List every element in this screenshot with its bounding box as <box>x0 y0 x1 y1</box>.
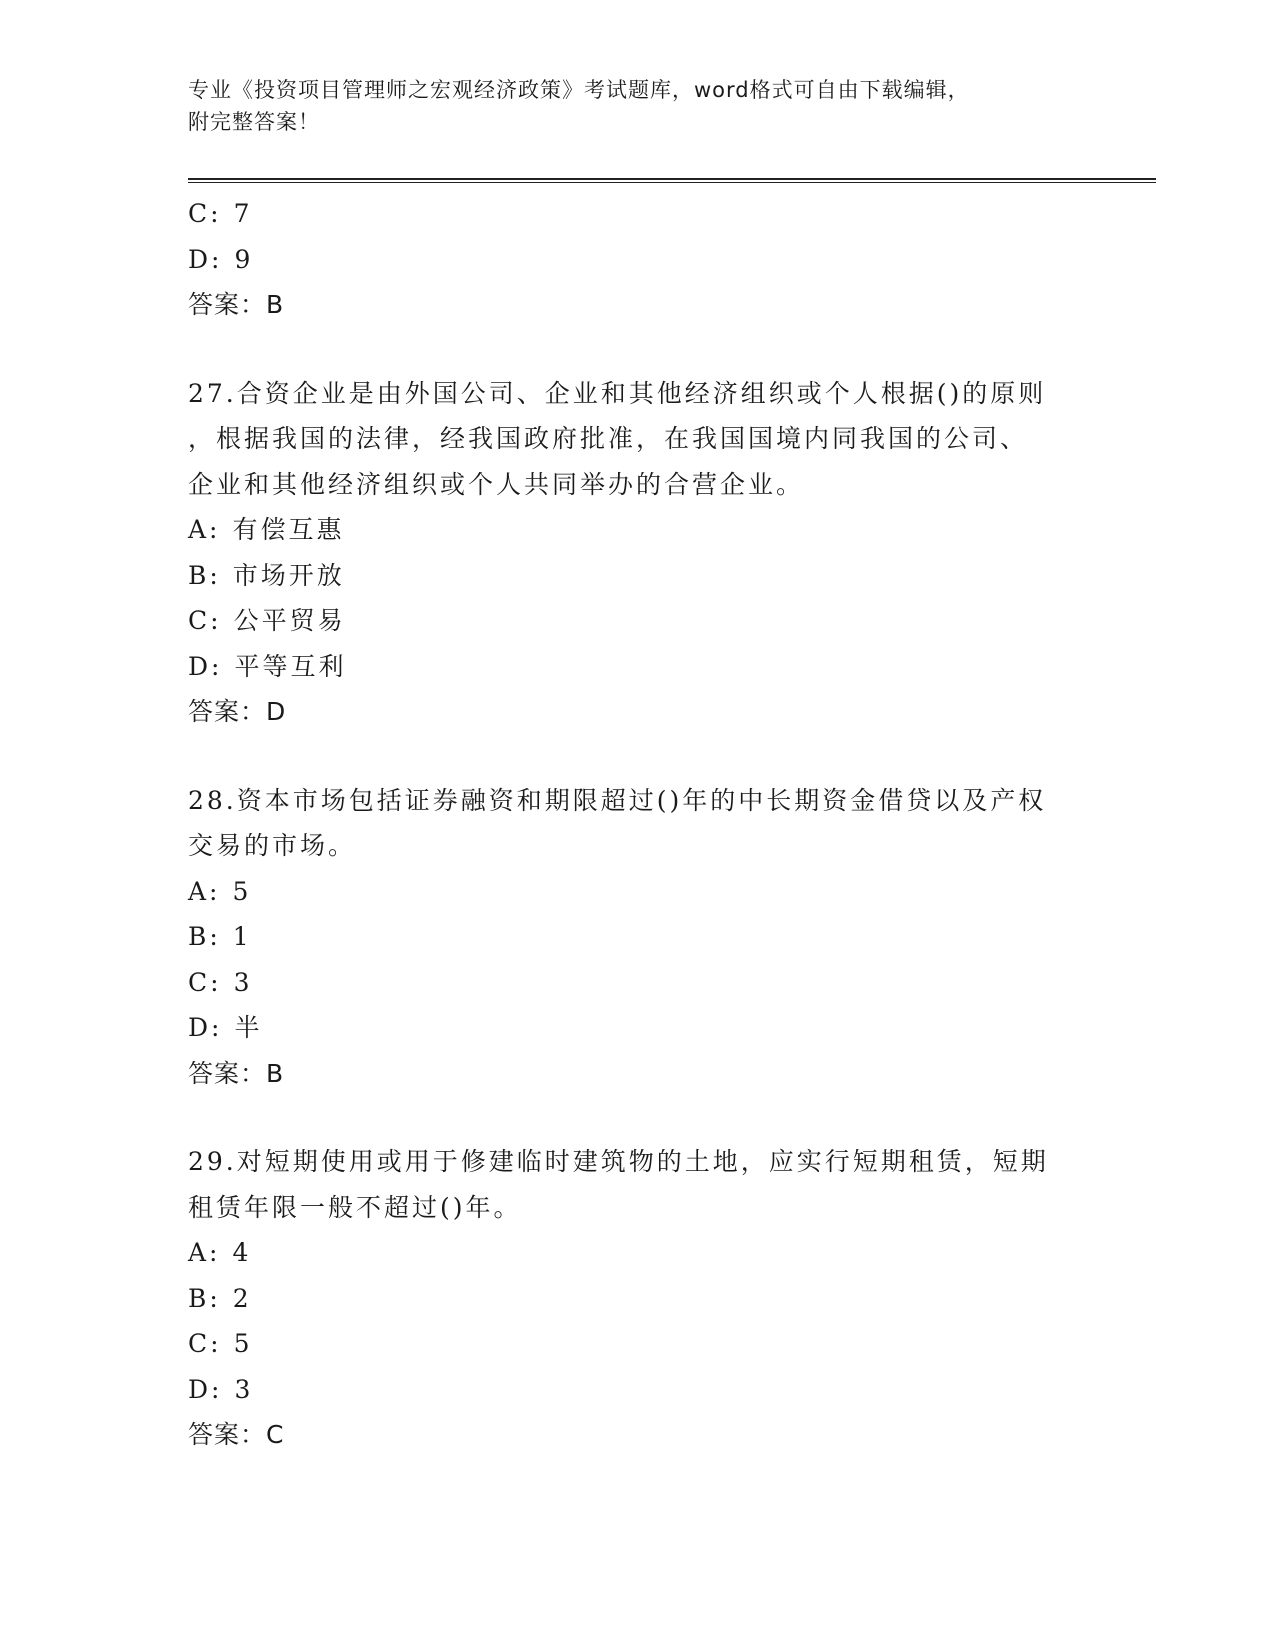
option-d: D: 半 <box>188 1013 263 1042</box>
question-27 <box>188 371 1088 735</box>
question-text <box>188 371 1088 508</box>
question-text-line: 28.资本市场包括证券融资和期限超过()年的中长期资金借贷以及产权 <box>188 785 1047 815</box>
answer-line: 答案：B <box>188 1058 285 1088</box>
question-text-line: 企业和其他经济组织或个人共同举办的合营企业。 <box>188 469 805 499</box>
spacer <box>188 735 1088 778</box>
question-text-line: 交易的市场。 <box>188 831 357 860</box>
option-d: D: 3 <box>188 1374 254 1404</box>
question-content <box>188 191 1088 1458</box>
question-text-line: ，根据我国的法律，经我国政府批准，在我国国境内同我国的公司、 <box>188 424 1029 453</box>
question-text <box>188 778 1088 869</box>
spacer <box>188 328 1088 371</box>
header-line-2: 附完整答案！ <box>188 110 320 134</box>
document-header <box>188 74 1088 138</box>
option-a: A: 4 <box>188 1238 252 1267</box>
option-b: B: 2 <box>188 1283 252 1313</box>
question-text-line: 27.合资企业是由外国公司、企业和其他经济组织或个人根据()的原则 <box>188 378 1047 408</box>
option-d: D: 平等互利 <box>188 651 347 681</box>
header-divider <box>188 178 1156 183</box>
question-text-line: 租赁年限一般不超过()年。 <box>188 1192 522 1222</box>
option-b: B: 1 <box>188 922 252 951</box>
answer-line: 答案：D <box>188 697 287 726</box>
question-text-line: 29.对短期使用或用于修建临时建筑物的土地，应实行短期租赁，短期 <box>188 1147 1049 1176</box>
question-text <box>188 1139 1088 1230</box>
option-a: A: 有偿互惠 <box>188 515 345 544</box>
option-c: C: 5 <box>188 1329 253 1358</box>
question-28 <box>188 778 1088 1097</box>
option-c: C: 公平贸易 <box>188 606 346 635</box>
option-b: B: 市场开放 <box>188 560 345 590</box>
option-a: A: 5 <box>188 876 252 906</box>
option-c: C: 7 <box>188 199 253 228</box>
prev-question-block <box>188 191 1088 328</box>
spacer <box>188 1096 1088 1139</box>
question-29 <box>188 1139 1088 1458</box>
header-line-1: 专业《投资项目管理师之宏观经济政策》考试题库，word格式可自由下载编辑， <box>188 78 970 102</box>
option-d: D: 9 <box>188 244 254 274</box>
option-c: C: 3 <box>188 967 253 997</box>
answer-line: 答案：C <box>188 1420 285 1449</box>
answer-line: 答案：B <box>188 290 285 319</box>
